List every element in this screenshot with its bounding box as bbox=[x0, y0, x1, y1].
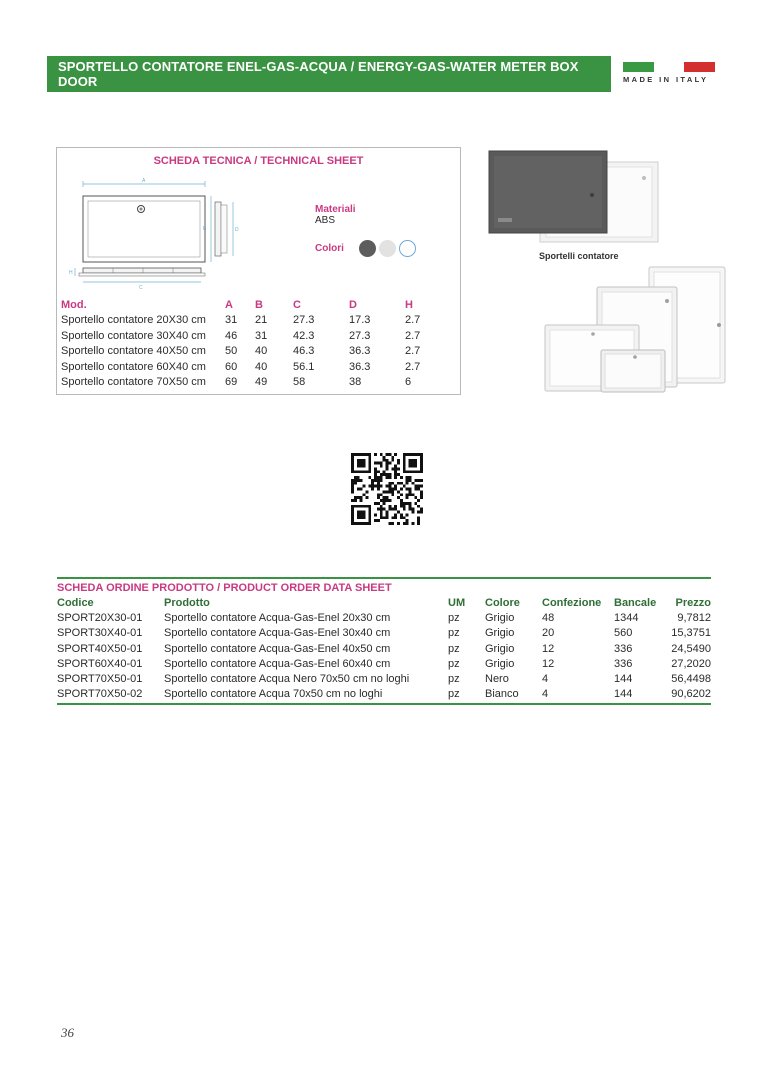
order-cell-package: 12 bbox=[542, 642, 555, 655]
order-cell-product: Sportello contatore Acqua-Gas-Enel 20x30 cm bbox=[164, 611, 391, 624]
table-row bbox=[57, 656, 711, 671]
specs-header-model: Mod. bbox=[61, 298, 87, 311]
specs-cell: 2.7 bbox=[405, 314, 421, 327]
specs-cell: 46.3 bbox=[293, 345, 315, 358]
order-cell-color: Nero bbox=[485, 673, 509, 686]
order-cell-color: Grigio bbox=[485, 611, 515, 624]
table-row bbox=[61, 313, 435, 329]
order-cell-unit: pz bbox=[448, 688, 460, 701]
materials-value: ABS bbox=[315, 215, 336, 226]
italian-flag-icon bbox=[623, 62, 715, 72]
specs-cell: 69 bbox=[225, 376, 238, 389]
specs-header-d: D bbox=[349, 298, 357, 311]
color-swatch-white bbox=[399, 240, 416, 257]
specs-cell: 38 bbox=[349, 376, 362, 389]
table-row bbox=[57, 626, 711, 641]
technical-sheet bbox=[56, 147, 461, 395]
specs-cell: 42.3 bbox=[293, 329, 315, 342]
specs-cell: 27.3 bbox=[349, 329, 371, 342]
order-cell-unit: pz bbox=[448, 657, 460, 670]
order-cell-code: SPORT70X50-01 bbox=[57, 673, 143, 686]
specs-cell: 21 bbox=[255, 314, 268, 327]
order-cell-price: 56,4498 bbox=[671, 673, 711, 686]
specs-cell: 50 bbox=[225, 345, 238, 358]
specs-cell: 56.1 bbox=[293, 360, 315, 373]
page-title: SPORTELLO CONTATORE ENEL-GAS-ACQUA / ENERGY-GAS-WATER METER BOX DOOR bbox=[58, 59, 579, 89]
divider bbox=[57, 703, 711, 705]
order-cell-color: Bianco bbox=[485, 688, 519, 701]
order-cell-package: 12 bbox=[542, 657, 555, 670]
materials-block bbox=[315, 204, 356, 226]
order-header-product: Prodotto bbox=[164, 596, 210, 609]
order-cell-pallet: 336 bbox=[614, 657, 633, 670]
specs-cell: 31 bbox=[225, 314, 238, 327]
specs-header-a: A bbox=[225, 298, 233, 311]
specs-cell: Sportello contatore 20X30 cm bbox=[61, 314, 206, 327]
order-cell-code: SPORT70X50-02 bbox=[57, 688, 143, 701]
dimension-c-label: C bbox=[139, 285, 143, 291]
dimension-h-label: H bbox=[69, 270, 73, 276]
technical-sheet-title: SCHEDA TECNICA / TECHNICAL SHEET bbox=[153, 155, 364, 167]
specs-cell: 31 bbox=[255, 329, 268, 342]
order-table bbox=[57, 595, 711, 702]
table-row bbox=[57, 671, 711, 686]
qr-code[interactable] bbox=[351, 453, 423, 525]
order-cell-package: 20 bbox=[542, 627, 555, 640]
order-header-unit: UM bbox=[448, 596, 466, 609]
order-cell-unit: pz bbox=[448, 673, 460, 686]
specs-cell: Sportello contatore 70X50 cm bbox=[61, 376, 206, 389]
order-cell-color: Grigio bbox=[485, 642, 515, 655]
specs-cell: 2.7 bbox=[405, 345, 421, 358]
order-cell-price: 24,5490 bbox=[671, 642, 711, 655]
dimension-b-label: B bbox=[203, 226, 207, 232]
specs-cell: 58 bbox=[293, 376, 306, 389]
divider bbox=[57, 577, 711, 579]
specs-cell: 2.7 bbox=[405, 329, 421, 342]
specs-cell: Sportello contatore 30X40 cm bbox=[61, 329, 206, 342]
order-cell-unit: pz bbox=[448, 642, 460, 655]
order-cell-product: Sportello contatore Acqua-Gas-Enel 60x40 cm bbox=[164, 657, 391, 670]
specs-header-b: B bbox=[255, 298, 263, 311]
product-photo-doors bbox=[488, 150, 662, 245]
dimension-d-label: D bbox=[235, 227, 239, 233]
order-cell-color: Grigio bbox=[485, 627, 515, 640]
order-cell-product: Sportello contatore Acqua-Gas-Enel 40x50 cm bbox=[164, 642, 391, 655]
specs-cell: 46 bbox=[225, 329, 238, 342]
order-cell-pallet: 144 bbox=[614, 688, 633, 701]
made-in-italy-badge bbox=[623, 62, 715, 84]
order-cell-pallet: 336 bbox=[614, 642, 633, 655]
order-cell-price: 9,7812 bbox=[677, 611, 711, 624]
specs-header-c: C bbox=[293, 298, 301, 311]
order-cell-price: 15,3751 bbox=[671, 627, 711, 640]
order-cell-product: Sportello contatore Acqua 70x50 cm no loghi bbox=[164, 688, 383, 701]
page-title-banner bbox=[47, 56, 611, 92]
order-cell-unit: pz bbox=[448, 627, 460, 640]
order-cell-product: Sportello contatore Acqua-Gas-Enel 30x40 cm bbox=[164, 627, 391, 640]
order-cell-price: 27,2020 bbox=[671, 657, 711, 670]
order-cell-pallet: 1344 bbox=[614, 611, 639, 624]
order-sheet-title: SCHEDA ORDINE PRODOTTO / PRODUCT ORDER DATA SHEET bbox=[57, 582, 392, 594]
table-row bbox=[57, 610, 711, 625]
order-data-sheet bbox=[57, 577, 711, 705]
specs-cell: 6 bbox=[405, 376, 412, 389]
order-cell-package: 48 bbox=[542, 611, 555, 624]
specs-cell: 49 bbox=[255, 376, 268, 389]
table-row bbox=[61, 375, 435, 391]
color-swatch-dark-grey bbox=[359, 240, 376, 257]
specs-cell: 60 bbox=[225, 360, 238, 373]
order-header-color: Colore bbox=[485, 596, 520, 609]
specs-table bbox=[61, 297, 435, 390]
table-row bbox=[61, 359, 435, 375]
specs-cell: Sportello contatore 60X40 cm bbox=[61, 360, 206, 373]
table-row bbox=[57, 687, 711, 702]
specs-cell: 17.3 bbox=[349, 314, 371, 327]
page-number: 36 bbox=[61, 1025, 74, 1040]
order-header-package: Confezione bbox=[542, 596, 602, 609]
order-cell-code: SPORT30X40-01 bbox=[57, 627, 143, 640]
dimension-drawing bbox=[69, 172, 249, 298]
order-header-price: Prezzo bbox=[675, 596, 711, 609]
materials-label: Materiali bbox=[315, 204, 356, 215]
order-cell-color: Grigio bbox=[485, 657, 515, 670]
made-in-italy-label: MADE IN ITALY bbox=[623, 75, 709, 84]
table-row bbox=[61, 328, 435, 344]
specs-header-h: H bbox=[405, 298, 413, 311]
order-cell-pallet: 144 bbox=[614, 673, 633, 686]
order-cell-code: SPORT60X40-01 bbox=[57, 657, 143, 670]
specs-cell: 40 bbox=[255, 360, 268, 373]
specs-cell: 36.3 bbox=[349, 345, 371, 358]
specs-header-row bbox=[61, 297, 435, 313]
specs-cell: 27.3 bbox=[293, 314, 315, 327]
specs-cell: 2.7 bbox=[405, 360, 421, 373]
dimension-a-label: A bbox=[142, 178, 146, 184]
photo-caption: Sportelli contatore bbox=[539, 251, 619, 261]
order-header-row bbox=[57, 595, 711, 610]
order-cell-package: 4 bbox=[542, 688, 549, 701]
table-row bbox=[57, 641, 711, 656]
order-cell-price: 90,6202 bbox=[671, 688, 711, 701]
color-swatch-light-grey bbox=[379, 240, 396, 257]
table-row bbox=[61, 344, 435, 360]
product-photo-white-doors bbox=[543, 265, 727, 395]
colors-label: Colori bbox=[315, 243, 344, 254]
order-header-code: Codice bbox=[57, 596, 94, 609]
order-cell-code: SPORT20X30-01 bbox=[57, 611, 143, 624]
order-header-pallet: Bancale bbox=[614, 596, 657, 609]
specs-cell: Sportello contatore 40X50 cm bbox=[61, 345, 206, 358]
order-cell-package: 4 bbox=[542, 673, 549, 686]
order-cell-unit: pz bbox=[448, 611, 460, 624]
order-cell-pallet: 560 bbox=[614, 627, 633, 640]
specs-cell: 36.3 bbox=[349, 360, 371, 373]
colors-block bbox=[315, 240, 416, 257]
order-cell-product: Sportello contatore Acqua Nero 70x50 cm no loghi bbox=[164, 673, 410, 686]
specs-cell: 40 bbox=[255, 345, 268, 358]
order-cell-code: SPORT40X50-01 bbox=[57, 642, 143, 655]
